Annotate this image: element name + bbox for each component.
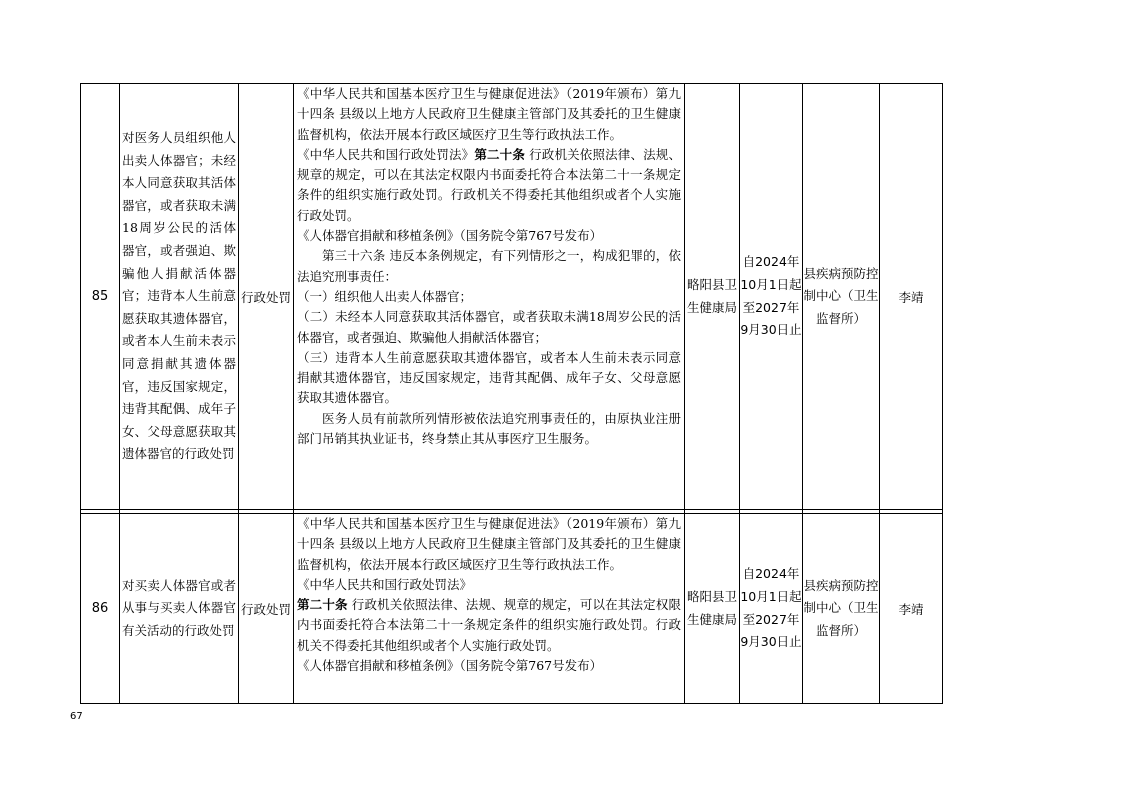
legal-basis bbox=[294, 514, 685, 704]
basis-paragraph: 医务人员有前款所列情形被依法追究刑事责任的，由原执业注册部门吊销其执业证书，终身禁止其从事医疗卫生服务。 bbox=[297, 410, 681, 447]
basis-paragraph bbox=[297, 595, 681, 656]
basis-article-text: 行政机关依照法律、法规、规章的规定，可以在其法定权限内书面委托符合本法第二十一条规定条件的组织实施行政处罚。行政机关不得委托其他组织或者个人实施行政处罚。 bbox=[297, 597, 681, 653]
delegated-unit: 县疾病预防控制中心（卫生监督所） bbox=[803, 514, 880, 704]
delegated-unit: 县疾病预防控制中心（卫生监督所） bbox=[803, 84, 880, 510]
basis-article-text: 行政机关依照法律、法规、规章的规定，可以在其法定权限内书面委托符合本法第二十一条规定条件的组织实施行政处罚。行政机关不得委托其他组织或者个人实施行政处罚。 bbox=[297, 146, 681, 223]
basis-paragraph: 第三十六条 违反本条例规定，有下列情形之一，构成犯罪的，依法追究刑事责任： bbox=[297, 248, 681, 284]
basis-paragraph: 《中华人民共和国基本医疗卫生与健康促进法》（2019年颁布）第九十四条 县级以上地方人民政府卫生健康主管部门及其委托的卫生健康监督机构，依法开展本行政区域医疗卫生等行政执法工作。 bbox=[297, 516, 681, 572]
item-name: 对买卖人体器官或者从事与买卖人体器官有关活动的行政处罚 bbox=[120, 514, 239, 704]
row-number: 85 bbox=[81, 84, 120, 510]
basis-paragraph: （三）违背本人生前意愿获取其遗体器官，或者本人生前未表示同意捐献其遗体器官，违反国家规定，违背其配偶、成年子女、父母意愿获取其遗体器官。 bbox=[297, 349, 681, 406]
basis-paragraph: 《人体器官捐献和移植条例》（国务院令第767号发布） bbox=[297, 658, 603, 674]
basis-paragraph: （二）未经本人同意获取其活体器官，或者获取未满18周岁公民的活体器官，或者强迫、欺骗他人捐献活体器官； bbox=[297, 309, 681, 345]
implementing-organ: 略阳县卫生健康局 bbox=[685, 514, 740, 704]
basis-article-heading: 第二十条 bbox=[474, 146, 525, 162]
item-type: 行政处罚 bbox=[239, 84, 294, 510]
responsible-person: 李靖 bbox=[880, 84, 943, 510]
item-name: 对医务人员组织他人出卖人体器官；未经本人同意获取其活体器官，或者获取未满18周岁公民的活体器官，或者强迫、欺骗他人捐献活体器官；违背本人生前意愿获取其遗体器官，或者本人生前未表示同意捐献其遗体器官，违反国家规定，违背其配偶、成年子女、父母意愿获取其遗体器官的行政处罚 bbox=[120, 84, 239, 510]
row-number: 86 bbox=[81, 514, 120, 704]
basis-article-heading: 第二十条 bbox=[297, 597, 348, 613]
table-row bbox=[81, 84, 943, 510]
enforcement-table bbox=[80, 83, 943, 704]
item-type: 行政处罚 bbox=[239, 514, 294, 704]
basis-paragraph: 《中华人民共和国基本医疗卫生与健康促进法》（2019年颁布）第九十四条 县级以上地方人民政府卫生健康主管部门及其委托的卫生健康监督机构，依法开展本行政区域医疗卫生等行政执法工作。 bbox=[297, 86, 681, 142]
table-row bbox=[81, 514, 943, 704]
basis-paragraph bbox=[297, 145, 681, 226]
basis-law-title: 《中华人民共和国行政处罚法》 bbox=[297, 146, 475, 162]
page-number: 67 bbox=[70, 711, 83, 722]
delegation-period: 自2024年10月1日起至2027年9月30日止 bbox=[740, 514, 803, 704]
legal-basis bbox=[294, 84, 685, 510]
responsible-person: 李靖 bbox=[880, 514, 943, 704]
basis-paragraph: （一）组织他人出卖人体器官； bbox=[297, 288, 473, 304]
implementing-organ: 略阳县卫生健康局 bbox=[685, 84, 740, 510]
basis-paragraph: 《人体器官捐献和移植条例》（国务院令第767号发布） bbox=[297, 228, 603, 244]
delegation-period: 自2024年10月1日起至2027年9月30日止 bbox=[740, 84, 803, 510]
basis-paragraph: 《中华人民共和国行政处罚法》 bbox=[297, 576, 473, 592]
